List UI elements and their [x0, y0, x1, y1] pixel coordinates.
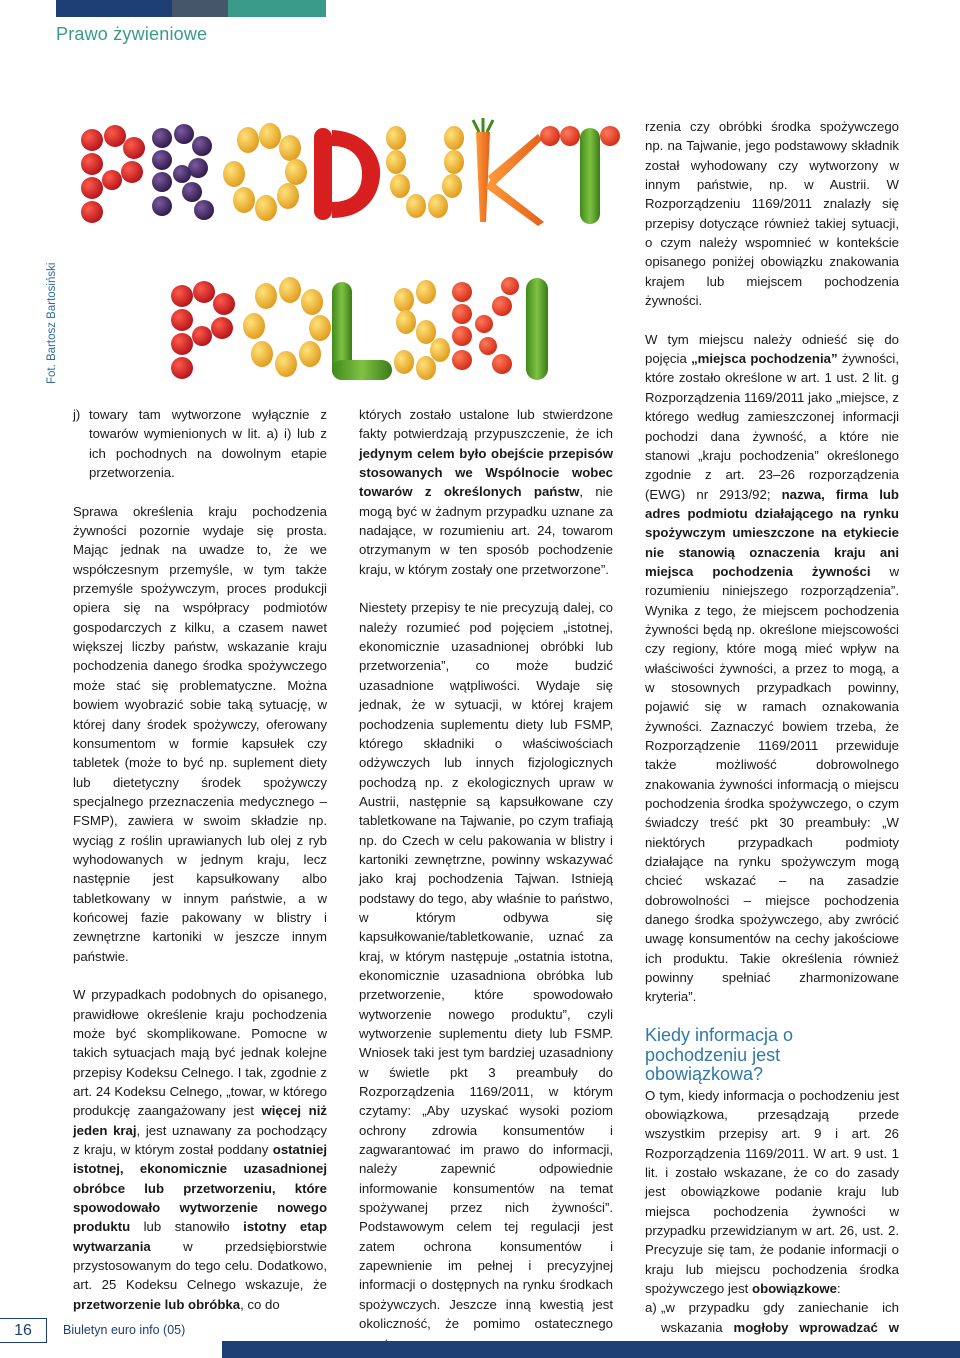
list-item-text: towary tam wytworzone wyłącznie z towarów wymienionych w lit. a) i) lub z ich pochodnych na dowolnym etapie przetworzenia. — [89, 407, 327, 481]
text-column-1 — [73, 405, 327, 1314]
pear-icon — [386, 126, 464, 218]
plum-icon — [152, 124, 214, 220]
section-title: Prawo żywieniowe — [56, 24, 208, 44]
text-column-3 — [645, 117, 899, 1356]
fruit-vegetable-lettering — [70, 110, 630, 400]
header-bar-teal — [228, 0, 326, 17]
cucumber-icon — [526, 278, 548, 380]
apple-icon — [171, 281, 235, 379]
photo-credit: Fot. Bartosz Bartosiński — [46, 262, 58, 384]
list-marker: j) — [73, 407, 81, 422]
apple-icon — [81, 125, 145, 223]
paragraph: O tym, kiedy informacja o pochodzeniu jest obowiązkowa, przesądzają przede wszystkim przepisy art. 9 i art. 26 Rozporządzenia 1169/2011. W art. 9 ust. 1 lit. i zostało wskazane, że co do zasady jest obowiązkowe podanie kraju lub miejsca pochodzenia żywności w przypadku przewidzianym w art. 26, ust. 2. Precyzuje się tam, że podanie informacji o kraju lub miejscu pochodzenia środka spożywczego jest obowiązkowe: — [645, 1087, 899, 1297]
paragraph: Niestety przepisy te nie precyzują dalej, co należy rozumieć pod pojęciem „istotnej, ekonomicznie uzasadnionej obróbki lub przetworzenia”, co może budzić uzasadnione wątpliwości. Wydaje się jednak, że w sytuacji, w której krajem pochodzenia suplementu diety lub FSMP, którego składniki o właściwościach odżywczych lub innych fizjologicznych pochodzą np. z ekologicznych upraw w Austrii, następnie są kapsułkowane czy tabletkowane na Tajwanie, po czym trafiają np. do Czech w celu pakowania w blistry i kartoniki zewnętrzne, powinny wskazywać jako kraj pochodzenia Tajwan. Istnieją podstawy do tego, aby właśnie to państwo, w którym odbywa się kapsułkowanie/tabletkowanie, uznać za kraj, w którym następuje „ostatnia istotna, ekonomicznie uzasadniona obróbka lub przetworzenie, które spowodowało wytworzenie nowego produktu”, czyli wytworzenie suplementu diety lub FSMP. Wniosek taki jest tym bardziej uzasadniony w świetle pkt 3 preambuły do Rozporządzenia 1169/2011, w którym czytamy: „Aby uzyskać wysoki poziom ochrony zdrowia konsumentów i zagwarantować im prawo do informacji, należy zapewnić odpowiednie informowanie konsumentów na temat spożywanej przez nich żywności”. Podstawowym celem tej regulacji jest zatem ochrona konsumentów i zapewnienie im pełnej i precyzyjnej informacji o dostępnych na rynku środkach spożywczych. Jeszcze inną kwestią jest okoliczność, że pomimo ostatecznego — [359, 600, 613, 1332]
pepper-icon — [314, 128, 380, 220]
header-bar-slate — [172, 0, 228, 17]
pear-icon — [223, 123, 307, 221]
list-item-j — [73, 405, 327, 482]
list-item-text: „w przypadku gdy zaniechanie ich wskazania mogłoby wprowadzać w — [661, 1300, 899, 1335]
paragraph: W przypadkach podobnych do opisanego, prawidłowe określenie kraju pochodzenia może być skomplikowane. Pomocne w takich sytuacjach mają być jednak kolejne przepisy Kodeksu Celnego. I tak, zgodnie z art. 24 Kodeksu Celnego, „towar, w którego produkcję zaangażowany jest więcej niż jeden kraj, jest uznawany za pochodzący z kraju, w którym został poddany ostatniej istotnej, ekonomicznie uzasadnionej obróbce lub przetworzeniu, które spowodowało wytworzenie nowego produktu lub stanowiło istotny etap wytwarzania w przedsiębiorstwie przystosowanym do tego celu. Dodatkowo, art. 25 Kodeksu Celnego wskazuje, że przetworzenie lub obróbka, co do — [73, 987, 327, 1312]
cucumber-icon — [580, 128, 600, 224]
page-number: 16 — [0, 1318, 47, 1343]
pear-icon — [243, 277, 331, 377]
paragraph: rzenia czy obróbki środka spożywczego np. na Tajwanie, jego podstawowy składnik został wyhodowany czy wytworzony w innym państwie, np. w Austrii. W Rozporządzeniu 1169/2011 znalazły się przepisy dotyczące również takiej sytuacji, o czym należy wspomnieć w kontekście opisanego poniżej obowiązku znakowania krajem lub miejscem pochodzenia żywności. — [645, 119, 899, 309]
publication-name: Biuletyn euro info (05) — [63, 1323, 186, 1337]
produkt-polski-illustration — [70, 110, 630, 400]
footer-bar — [222, 1341, 960, 1358]
paragraph: których zostało ustalone lub stwierdzone fakty potwierdzają przypuszczenie, że ich jedynym celem było obejście przepisów stosowanych we Wspólnocie wobec towarów z określonych państw, nie mogą być w żadnym przypadku uznane za nadające, w rozumieniu art. 24, towarom otrzymanym w ten sposób pochodzenie kraju, w którym zostały one przetworzone”. — [359, 407, 613, 577]
paragraph: W tym miejscu należy odnieść się do pojęcia „miejsca pochodzenia” żywności, które zostało określone w art. 1 ust. 2 lit. g Rozporządzenia 1169/2011 jako „miejsce, z którego według zamieszczonej informacji pochodzi dana żywność, a które nie stanowi „kraju pochodzenia” określonego zgodnie z art. 23–26 rozporządzenia (EWG) nr 2913/92; nazwa, firma lub adres podmiotu działającego na rynku spożywczym umieszczone na etykiecie nie stanowią oznaczenia kraju ani miejsca pochodzenia żywności w rozumieniu niniejszego rozporządzenia”. Wynika z tego, że miejscem pochodzenia żywności będą np. określone miejscowości czy regiony, które mogą mieć wpływ na właściwości żywności, a przez to mogą, a w stosownych przypadkach powinny, pojawić się w ramach oznakowania żywności. Zaznaczyć bowiem trzeba, że Rozporządzenie 1169/2011 przewiduje także możliwość dobrowolnego znakowania żywności informacją o miejscu pochodzenia środka spożywczego, o czym świadczy treść pkt 30 preambuły: „W niektórych przypadkach podmioty działające na rynku spożywczym mogą chcieć wskazać – na zasadzie dobrowolności – miejsce pochodzenia danego środka spożywczego, aby zwrócić uwagę konsumentów na cechy jakościowe ich produktu. Takie określenia również powinny spełniać zharmonizowane kryteria”. — [645, 331, 899, 1005]
pear-icon — [394, 280, 450, 380]
paragraph: Sprawa określenia kraju pochodzenia żywności pozornie wydaje się prosta. Mając jednak na uwadze to, że we współczesnym przemyśle, w tym także przemyśle spożywczym, proces produkcji opiera się na współpracy podmiotów gospodarczych z kilku, a czasem nawet większej liczby państw, wskazanie kraju pochodzenia danego środka spożywczego może stać się problematyczne. Można bowiem wyobrazić sobie taką sytuację, w której dany środek spożywczy, oferowany konsumentom w formie kapsułek czy tabletek (może to być np. suplement diety lub dietetyczny środek spożywczy specjalnego przeznaczenia medycznego – FSMP), zawiera w swoim składzie np. wyciąg z roślin uprawianych lub olej z ryb wyhodowanych w jednym kraju, lecz następnie jest kapsułkowany albo tabletkowany w innym państwie, a w końcowej fazie pakowany w blistry i zewnętrzne kartoniki w jeszcze innym państwie. — [73, 503, 327, 964]
list-marker: a) — [645, 1300, 657, 1316]
cucumber-icon — [332, 282, 392, 380]
header-bar-navy — [56, 0, 172, 17]
section-heading: Kiedy informacja o pochodzeniu jest obowiązkowa? — [645, 1025, 794, 1085]
carrot-icon — [473, 118, 544, 226]
text-column-2 — [359, 405, 613, 1353]
tomato-icon — [452, 277, 519, 374]
